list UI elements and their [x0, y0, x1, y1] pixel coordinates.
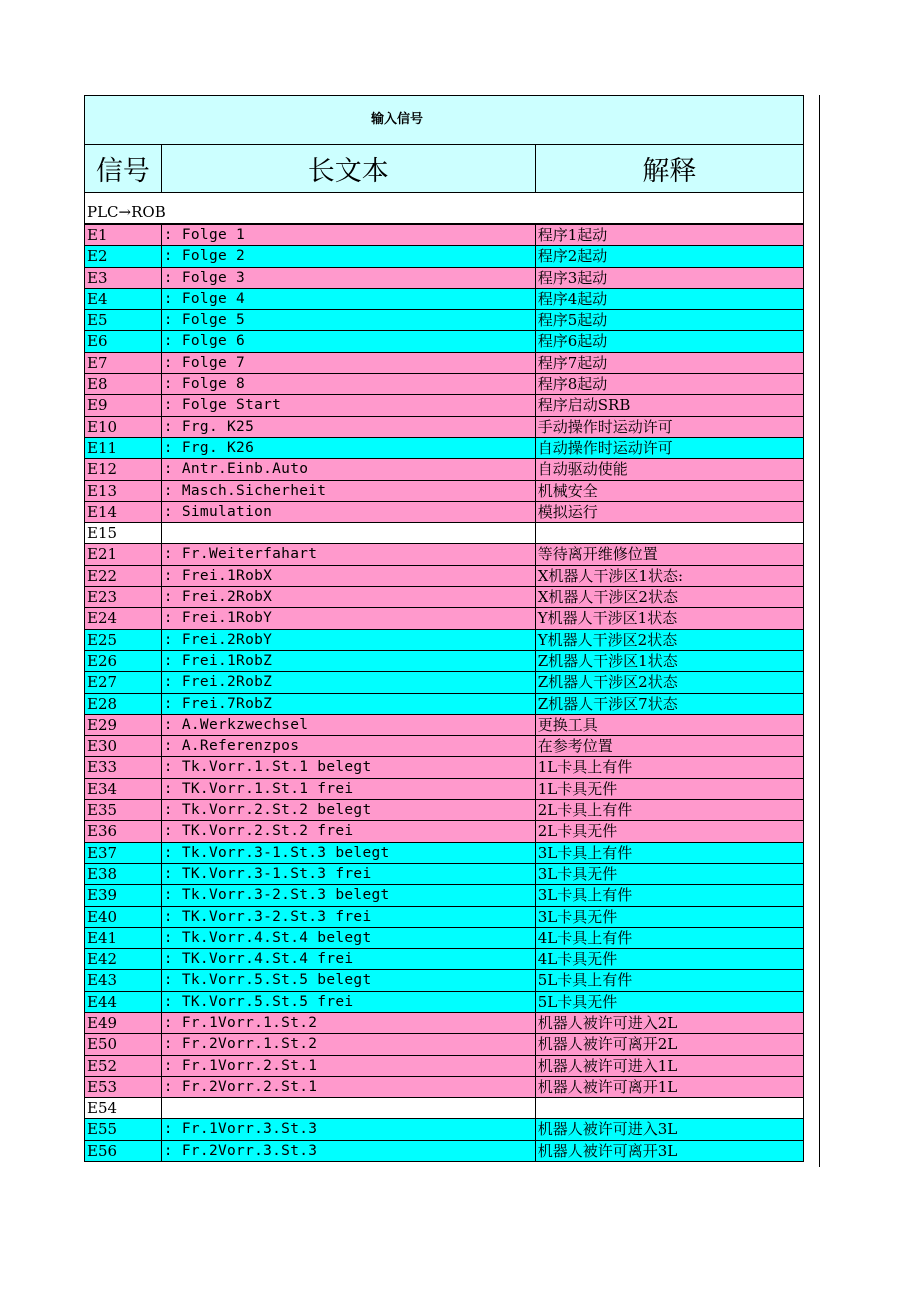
table-row — [84, 800, 804, 821]
cell-signal: E27 — [85, 672, 162, 692]
header-row — [84, 145, 804, 193]
table-row — [84, 417, 804, 438]
table-row — [84, 843, 804, 864]
cell-explanation: 5L卡具无件 — [537, 992, 618, 1011]
cell-explanation: 程序8起动 — [537, 375, 608, 394]
cell-explanation — [536, 523, 803, 543]
cell-long-text: : Fr.1Vorr.3.St.3 — [162, 1119, 536, 1139]
table-body — [84, 225, 820, 1162]
cell-signal: E50 — [85, 1034, 162, 1054]
table-row — [84, 310, 804, 331]
table-row — [84, 1077, 804, 1098]
cell-signal: E10 — [85, 417, 162, 437]
cell-long-text: : Folge 8 — [162, 374, 536, 394]
cell-explanation: Y机器人干涉区2状态 — [537, 630, 678, 649]
cell-explanation: 机械安全 — [537, 481, 598, 500]
cell-signal: E34 — [85, 779, 162, 799]
cell-explanation: 自动操作时运动许可 — [537, 438, 673, 457]
cell-long-text: : Folge 7 — [162, 353, 536, 373]
cell-signal: E42 — [85, 949, 162, 969]
cell-signal: E55 — [85, 1119, 162, 1139]
section-label: PLC→ROB — [84, 193, 804, 225]
table-row — [84, 885, 804, 906]
header-signal: 信号 — [85, 145, 162, 192]
table-row — [84, 523, 804, 544]
table-row — [84, 949, 804, 970]
cell-signal: E15 — [85, 523, 162, 543]
cell-long-text: : Tk.Vorr.2.St.2 belegt — [162, 800, 536, 820]
cell-signal: E28 — [85, 694, 162, 714]
table-row — [84, 353, 804, 374]
table-row — [84, 331, 804, 352]
cell-long-text: : Fr.2Vorr.2.St.1 — [162, 1077, 536, 1097]
cell-explanation: 2L卡具上有件 — [537, 801, 633, 820]
cell-signal: E11 — [85, 438, 162, 458]
cell-explanation: 程序7起动 — [537, 353, 608, 372]
cell-signal: E36 — [85, 821, 162, 841]
cell-long-text: : Frei.1RobX — [162, 566, 536, 586]
cell-explanation: 程序3起动 — [537, 268, 608, 287]
cell-explanation: 4L卡具无件 — [537, 950, 618, 969]
cell-long-text: : Tk.Vorr.4.St.4 belegt — [162, 928, 536, 948]
table-row — [84, 970, 804, 991]
cell-explanation: Y机器人干涉区1状态 — [537, 609, 678, 628]
cell-long-text: : Antr.Einb.Auto — [162, 459, 536, 479]
signal-table — [84, 95, 820, 1162]
cell-explanation: X机器人干涉区1状态: — [537, 566, 684, 585]
table-row — [84, 1119, 804, 1140]
cell-explanation: 5L卡具上有件 — [537, 971, 633, 990]
cell-signal: E24 — [85, 608, 162, 628]
table-row — [84, 672, 804, 693]
cell-signal: E52 — [85, 1056, 162, 1076]
cell-long-text — [162, 1098, 536, 1118]
cell-explanation: 程序4起动 — [537, 289, 608, 308]
table-row — [84, 289, 804, 310]
sheet-right-border — [819, 95, 820, 1167]
cell-signal: E54 — [85, 1098, 162, 1118]
cell-explanation: 机器人被许可离开1L — [537, 1077, 678, 1096]
table-row — [84, 587, 804, 608]
table-row — [84, 1034, 804, 1055]
cell-long-text: : Frei.2RobZ — [162, 672, 536, 692]
cell-long-text: : TK.Vorr.3-1.St.3 frei — [162, 864, 536, 884]
cell-explanation: 机器人被许可离开2L — [537, 1035, 678, 1054]
cell-signal: E2 — [85, 246, 162, 266]
cell-explanation: 3L卡具无件 — [537, 907, 618, 926]
table-row — [84, 481, 804, 502]
table-row — [84, 566, 804, 587]
table-title-row — [84, 95, 804, 145]
cell-explanation — [536, 1098, 803, 1118]
cell-explanation: 程序1起动 — [537, 226, 608, 244]
cell-long-text: : TK.Vorr.1.St.1 frei — [162, 779, 536, 799]
table-row — [84, 608, 804, 629]
cell-long-text: : Folge 4 — [162, 289, 536, 309]
table-row — [84, 1098, 804, 1119]
cell-signal: E38 — [85, 864, 162, 884]
table-row — [84, 992, 804, 1013]
cell-explanation: 更换工具 — [537, 715, 598, 734]
cell-long-text: : TK.Vorr.2.St.2 frei — [162, 821, 536, 841]
table-row — [84, 694, 804, 715]
cell-long-text: : Frg. K26 — [162, 438, 536, 458]
cell-signal: E56 — [85, 1141, 162, 1161]
cell-signal: E23 — [85, 587, 162, 607]
table-row — [84, 864, 804, 885]
table-row — [84, 1141, 804, 1162]
cell-explanation: Z机器人干涉区1状态 — [537, 651, 678, 670]
cell-long-text: : Masch.Sicherheit — [162, 481, 536, 501]
table-row — [84, 374, 804, 395]
cell-explanation: 模拟运行 — [537, 502, 598, 521]
cell-signal: E5 — [85, 310, 162, 330]
cell-signal: E35 — [85, 800, 162, 820]
cell-explanation: 1L卡具无件 — [537, 779, 618, 798]
cell-signal: E9 — [85, 395, 162, 415]
cell-long-text: : Fr.2Vorr.3.St.3 — [162, 1141, 536, 1161]
cell-long-text: : TK.Vorr.4.St.4 frei — [162, 949, 536, 969]
table-title: 输入信号 — [371, 112, 424, 127]
table-row — [84, 651, 804, 672]
cell-explanation: 手动操作时运动许可 — [537, 417, 673, 436]
table-row — [84, 1013, 804, 1034]
cell-explanation: 程序2起动 — [537, 247, 608, 266]
cell-explanation: Z机器人干涉区7状态 — [537, 694, 678, 713]
cell-signal: E12 — [85, 459, 162, 479]
cell-long-text: : Frei.1RobZ — [162, 651, 536, 671]
cell-long-text — [162, 523, 536, 543]
table-row — [84, 225, 804, 246]
cell-long-text: : A.Werkzwechsel — [162, 715, 536, 735]
cell-long-text: : Frei.7RobZ — [162, 694, 536, 714]
table-row — [84, 928, 804, 949]
cell-explanation: 在参考位置 — [537, 737, 613, 756]
cell-signal: E22 — [85, 566, 162, 586]
cell-long-text: : Fr.2Vorr.1.St.2 — [162, 1034, 536, 1054]
cell-explanation: 程序6起动 — [537, 332, 608, 351]
table-row — [84, 821, 804, 842]
cell-explanation: 程序5起动 — [537, 311, 608, 330]
cell-signal: E33 — [85, 757, 162, 777]
table-row — [84, 757, 804, 778]
cell-signal: E53 — [85, 1077, 162, 1097]
cell-signal: E25 — [85, 630, 162, 650]
cell-signal: E4 — [85, 289, 162, 309]
cell-signal: E29 — [85, 715, 162, 735]
cell-long-text: : Fr.Weiterfahart — [162, 544, 536, 564]
table-row — [84, 907, 804, 928]
cell-long-text: : TK.Vorr.3-2.St.3 frei — [162, 907, 536, 927]
cell-signal: E30 — [85, 736, 162, 756]
cell-explanation: 4L卡具上有件 — [537, 928, 633, 947]
cell-signal: E21 — [85, 544, 162, 564]
cell-signal: E8 — [85, 374, 162, 394]
table-row — [84, 502, 804, 523]
cell-long-text: : Frei.2RobY — [162, 630, 536, 650]
cell-signal: E39 — [85, 885, 162, 905]
cell-signal: E3 — [85, 268, 162, 288]
table-row — [84, 438, 804, 459]
table-row — [84, 544, 804, 565]
cell-long-text: : Tk.Vorr.1.St.1 belegt — [162, 757, 536, 777]
cell-signal: E44 — [85, 992, 162, 1012]
cell-explanation: 机器人被许可进入3L — [537, 1120, 678, 1139]
table-row — [84, 268, 804, 289]
cell-signal: E1 — [85, 225, 162, 245]
cell-explanation: 程序启动SRB — [537, 396, 631, 415]
cell-long-text: : TK.Vorr.5.St.5 frei — [162, 992, 536, 1012]
table-row — [84, 736, 804, 757]
cell-long-text: : Simulation — [162, 502, 536, 522]
cell-long-text: : Frei.2RobX — [162, 587, 536, 607]
cell-explanation: 机器人被许可进入1L — [537, 1056, 678, 1075]
cell-explanation: 1L卡具上有件 — [537, 758, 633, 777]
cell-signal: E37 — [85, 843, 162, 863]
cell-explanation: 机器人被许可离开3L — [537, 1141, 678, 1160]
cell-long-text: : A.Referenzpos — [162, 736, 536, 756]
cell-signal: E13 — [85, 481, 162, 501]
header-explanation: 解释 — [642, 156, 697, 187]
cell-signal: E14 — [85, 502, 162, 522]
cell-long-text: : Tk.Vorr.5.St.5 belegt — [162, 970, 536, 990]
cell-signal: E6 — [85, 331, 162, 351]
cell-long-text: : Folge Start — [162, 395, 536, 415]
cell-signal: E49 — [85, 1013, 162, 1033]
cell-explanation: 自动驱动使能 — [537, 460, 628, 479]
cell-long-text: : Fr.1Vorr.1.St.2 — [162, 1013, 536, 1033]
cell-explanation: 3L卡具无件 — [537, 864, 618, 883]
cell-explanation: 3L卡具上有件 — [537, 886, 633, 905]
cell-signal: E7 — [85, 353, 162, 373]
cell-long-text: : Folge 3 — [162, 268, 536, 288]
table-row — [84, 630, 804, 651]
table-row — [84, 715, 804, 736]
cell-signal: E26 — [85, 651, 162, 671]
header-long-text: 长文本 — [162, 145, 536, 192]
table-row — [84, 459, 804, 480]
cell-explanation: 3L卡具上有件 — [537, 843, 633, 862]
cell-signal: E43 — [85, 970, 162, 990]
cell-explanation: Z机器人干涉区2状态 — [537, 673, 678, 692]
cell-explanation: 机器人被许可进入2L — [537, 1013, 678, 1032]
table-row — [84, 395, 804, 416]
cell-long-text: : Frg. K25 — [162, 417, 536, 437]
table-row — [84, 779, 804, 800]
cell-long-text: : Folge 1 — [162, 225, 536, 245]
table-row — [84, 246, 804, 267]
cell-explanation: 等待离开维修位置 — [537, 545, 658, 564]
cell-long-text: : Folge 6 — [162, 331, 536, 351]
cell-long-text: : Tk.Vorr.3-2.St.3 belegt — [162, 885, 536, 905]
cell-explanation: X机器人干涉区2状态 — [537, 588, 678, 607]
cell-explanation: 2L卡具无件 — [537, 822, 618, 841]
cell-long-text: : Folge 2 — [162, 246, 536, 266]
cell-long-text: : Frei.1RobY — [162, 608, 536, 628]
cell-long-text: : Folge 5 — [162, 310, 536, 330]
cell-long-text: : Fr.1Vorr.2.St.1 — [162, 1056, 536, 1076]
table-row — [84, 1056, 804, 1077]
cell-signal: E41 — [85, 928, 162, 948]
cell-long-text: : Tk.Vorr.3-1.St.3 belegt — [162, 843, 536, 863]
cell-signal: E40 — [85, 907, 162, 927]
